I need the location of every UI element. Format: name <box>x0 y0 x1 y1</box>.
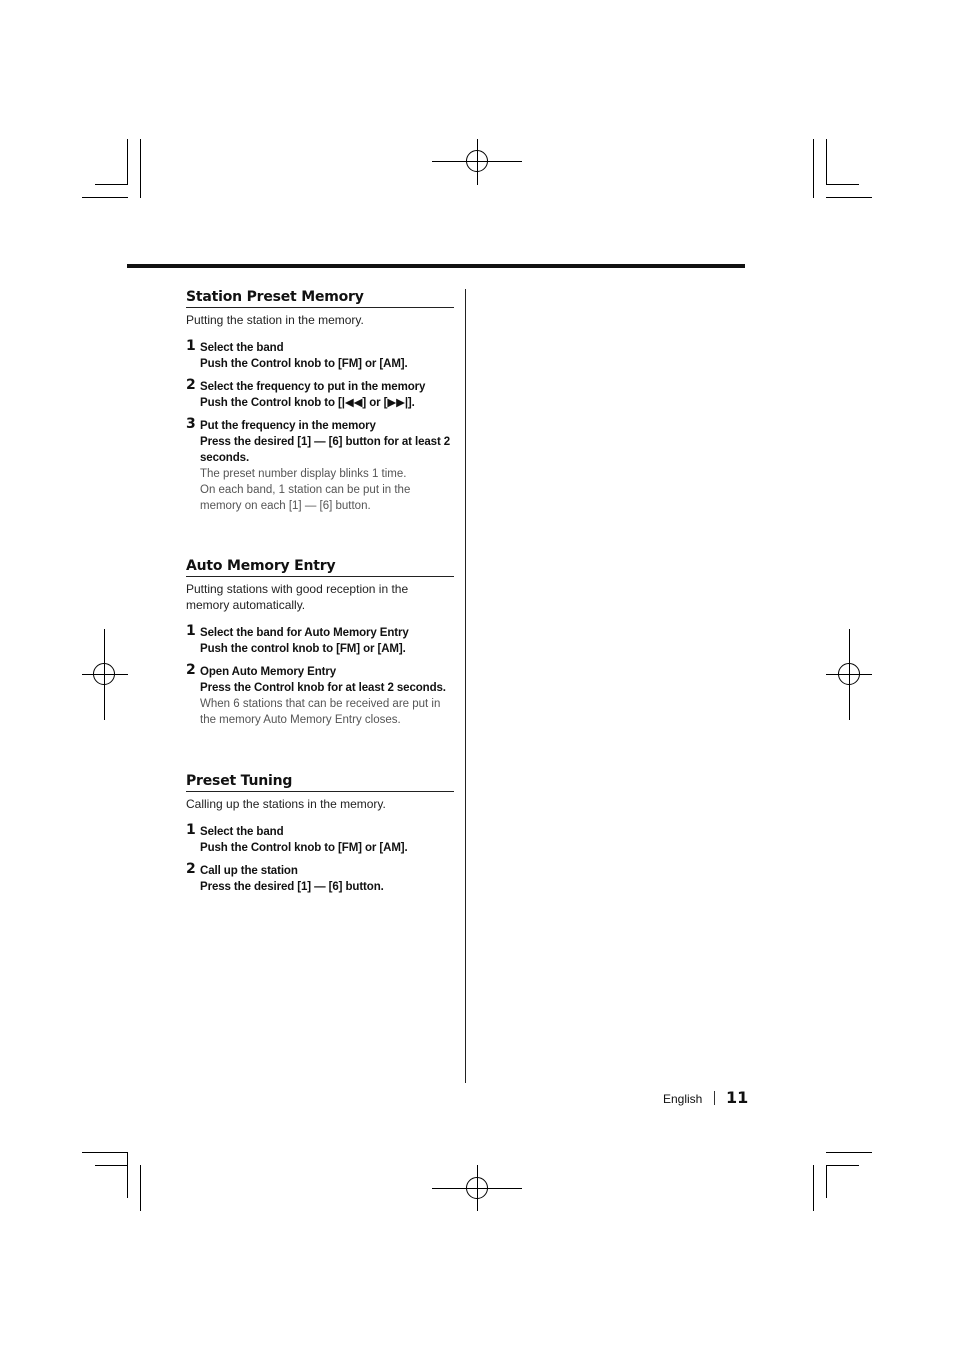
section-title: Auto Memory Entry <box>186 557 454 577</box>
crop-mark <box>826 1152 872 1153</box>
page-number: 11 <box>726 1088 749 1107</box>
registration-circle <box>466 150 488 172</box>
crop-mark <box>813 1165 814 1211</box>
step-title: Open Auto Memory Entry <box>200 666 337 678</box>
crop-mark <box>127 1152 128 1198</box>
crop-mark <box>140 1165 141 1211</box>
crop-mark <box>95 184 128 185</box>
step-note: The preset number display blinks 1 time. <box>200 468 407 480</box>
crop-mark <box>95 1165 128 1166</box>
step-number: 3 <box>186 416 196 432</box>
crop-mark <box>140 139 141 198</box>
section-title: Station Preset Memory <box>186 288 454 308</box>
section-intro: Calling up the stations in the memory. <box>186 797 386 811</box>
header-rule <box>127 264 745 268</box>
crop-mark <box>82 197 128 198</box>
step-title: Put the frequency in the memory <box>200 420 376 432</box>
step <box>186 664 454 728</box>
crop-mark <box>826 184 859 185</box>
crop-mark <box>127 139 128 185</box>
registration-circle <box>838 663 860 685</box>
footer-separator <box>714 1091 715 1105</box>
section-intro: Putting stations with good reception in the memory automatically. <box>186 582 409 612</box>
step <box>186 340 454 372</box>
step-action: Press the desired [1] — [6] button for at least 2 seconds. <box>200 436 451 464</box>
step <box>186 863 454 895</box>
step <box>186 625 454 657</box>
registration-circle <box>93 663 115 685</box>
step-number: 1 <box>186 623 196 639</box>
crop-mark <box>826 139 827 185</box>
section-intro: Putting the station in the memory. <box>186 313 364 327</box>
step-title: Select the band for Auto Memory Entry <box>200 627 409 639</box>
step-number: 2 <box>186 377 196 393</box>
step-note: On each band, 1 station can be put in the memory on each [1] — [6] button. <box>200 484 411 512</box>
step-action: Press the Control knob for at least 2 seconds. <box>200 682 446 694</box>
step-action: Push the Control knob to [FM] or [AM]. <box>200 358 408 370</box>
crop-mark <box>82 1152 128 1153</box>
registration-circle <box>466 1177 488 1199</box>
crop-mark <box>826 1165 859 1166</box>
section-auto-memory-entry <box>186 557 454 728</box>
step-title: Select the band <box>200 826 284 838</box>
crop-mark <box>826 197 872 198</box>
footer-language: English <box>663 1092 703 1106</box>
step-number: 2 <box>186 662 196 678</box>
step-title: Select the band <box>200 342 284 354</box>
section-preset-tuning <box>186 772 454 895</box>
step-action: Push the Control knob to [FM] or [AM]. <box>200 842 408 854</box>
step <box>186 824 454 856</box>
step-note: When 6 stations that can be received are put in the memory Auto Memory Entry closes. <box>200 698 441 726</box>
step-title: Select the frequency to put in the memory <box>200 381 426 393</box>
step-action: Push the Control knob to [|◀◀] or [▶▶|]. <box>200 397 415 409</box>
step-action: Press the desired [1] — [6] button. <box>200 881 384 893</box>
step <box>186 418 454 514</box>
crop-mark <box>813 139 814 198</box>
step <box>186 379 454 411</box>
section-title: Preset Tuning <box>186 772 454 792</box>
section-station-preset-memory <box>186 288 454 514</box>
crop-mark <box>826 1165 827 1198</box>
step-title: Call up the station <box>200 865 298 877</box>
step-action: Push the control knob to [FM] or [AM]. <box>200 643 406 655</box>
step-number: 1 <box>186 338 196 354</box>
step-number: 2 <box>186 861 196 877</box>
step-number: 1 <box>186 822 196 838</box>
column-divider <box>465 289 466 1083</box>
